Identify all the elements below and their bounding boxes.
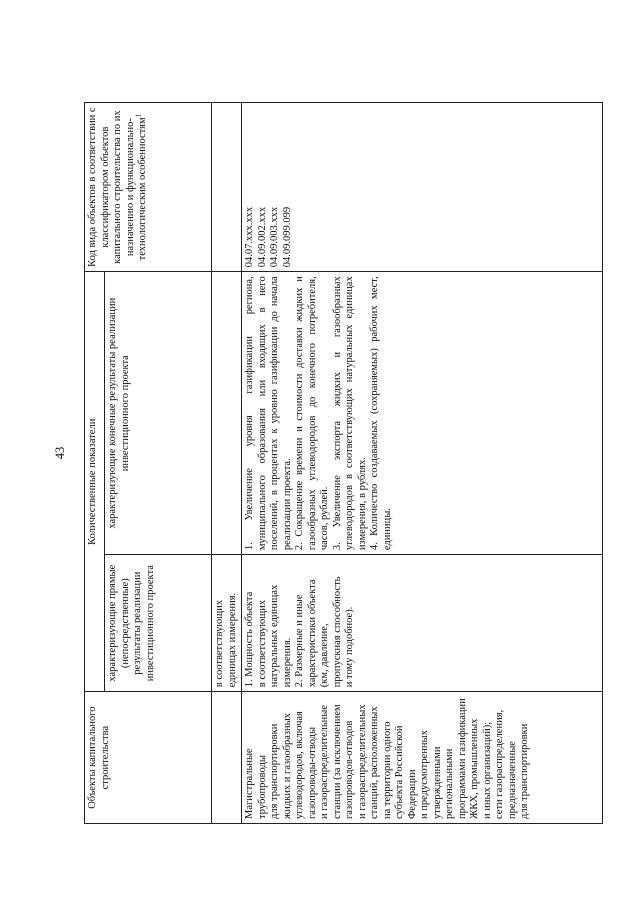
objects-line: Магистральные	[244, 748, 255, 819]
body-codes	[242, 103, 603, 272]
direct-line: 2. Размерные и иные	[294, 594, 305, 688]
objects-line: станций, расположенных	[369, 706, 380, 819]
body-objects	[242, 692, 603, 824]
objects-line: Федерации	[406, 769, 418, 819]
objects-line: на территории одного	[381, 721, 393, 819]
final-item-2: 2. Сокращение времени и стоимости доставки жидких и газообразных углеводородов до конечного потребителя, часов, рублей.	[294, 276, 330, 551]
direct-line: и тому подобное).	[344, 606, 355, 688]
direct-line: измерения.	[281, 637, 293, 688]
units-direct: в соответствующих единицах измерения.	[212, 555, 242, 692]
indicators-table	[84, 102, 603, 824]
objects-line: станции (за исключением	[331, 704, 343, 819]
objects-line: и предусмотренных	[419, 730, 430, 819]
body-row	[242, 103, 603, 824]
body-final	[242, 272, 603, 555]
units-final-cell	[212, 272, 242, 555]
objects-line: и газораспределительных	[356, 704, 368, 819]
code-value: 04.07.xxx.xxx	[244, 206, 255, 268]
units-row	[212, 103, 242, 824]
objects-line: газопроводов-отводов	[344, 720, 355, 819]
header-final: характеризующие конечные результаты реализации инвестиционного проекта	[105, 272, 212, 555]
header-direct: характеризующие прямые (непосредственные) результаты реализации инвестиционного проекта	[105, 555, 212, 692]
direct-line: 1. Мощность объекта	[244, 591, 255, 688]
direct-line: характеристики объекта	[306, 579, 318, 688]
objects-line: и газораспределительные	[319, 705, 330, 819]
header-code	[85, 103, 212, 272]
objects-line: для транспортировки	[269, 723, 280, 819]
header-quantitative: Количественные показатели	[85, 272, 105, 692]
rotated-table-container	[84, 102, 603, 824]
objects-line: углеводородов, включая	[294, 711, 305, 819]
header-row-top	[85, 103, 105, 824]
objects-line: для транспортировки	[519, 723, 530, 819]
code-value: 04.09.002.xxx	[256, 206, 268, 268]
body-direct	[242, 555, 603, 692]
objects-line: жидких и газообразных	[281, 713, 293, 819]
direct-line: в соответствующих	[256, 599, 268, 688]
objects-line: ЖКХ, промышленных	[469, 718, 480, 819]
objects-line: газопроводы-отводы	[306, 726, 318, 819]
header-objects: Объекты капитального строительства	[85, 692, 212, 824]
header-code-footnote: 1	[134, 113, 143, 118]
final-item-4: 4. Количество создаваемых (сохраняемых) рабочих мест, единицы.	[369, 276, 393, 551]
direct-line: пропускная способность	[331, 576, 343, 688]
direct-line: (км, давление,	[319, 623, 330, 688]
units-objects-cell	[212, 692, 242, 824]
units-code-cell	[212, 103, 242, 272]
code-value: 04.09.003.xxx	[269, 206, 280, 268]
objects-line: субъекта Российской	[394, 725, 405, 819]
objects-line: программами газификации	[456, 698, 468, 819]
direct-line: натуральных единицах	[269, 584, 280, 688]
final-item-3: 3. Увеличение экспорта жидких и газообразных углеводородов в соответствующих натуральных единицах измерения, в рублях.	[331, 276, 368, 551]
objects-line: трубопроводы	[256, 755, 268, 819]
objects-line: предназначенные	[506, 741, 518, 819]
objects-line: утвержденными	[431, 746, 443, 819]
page-number: 43	[53, 446, 67, 460]
code-value: 04.09.099.099	[281, 206, 293, 268]
header-code-text: Код вида объектов в соответствии с классификатором объектов капитального строительства по их назначению и функционально-технологическим особенностям	[87, 107, 148, 267]
final-item-1: 1. Увеличение уровня газификации региона, муниципального образования или входящих в него поселений, в процентах к уровню газификации до начала реализации проекта.	[244, 276, 293, 551]
objects-line: и иных организаций);	[481, 721, 493, 819]
objects-line: региональными	[444, 748, 455, 819]
objects-line: сети газораспределения,	[494, 709, 505, 819]
